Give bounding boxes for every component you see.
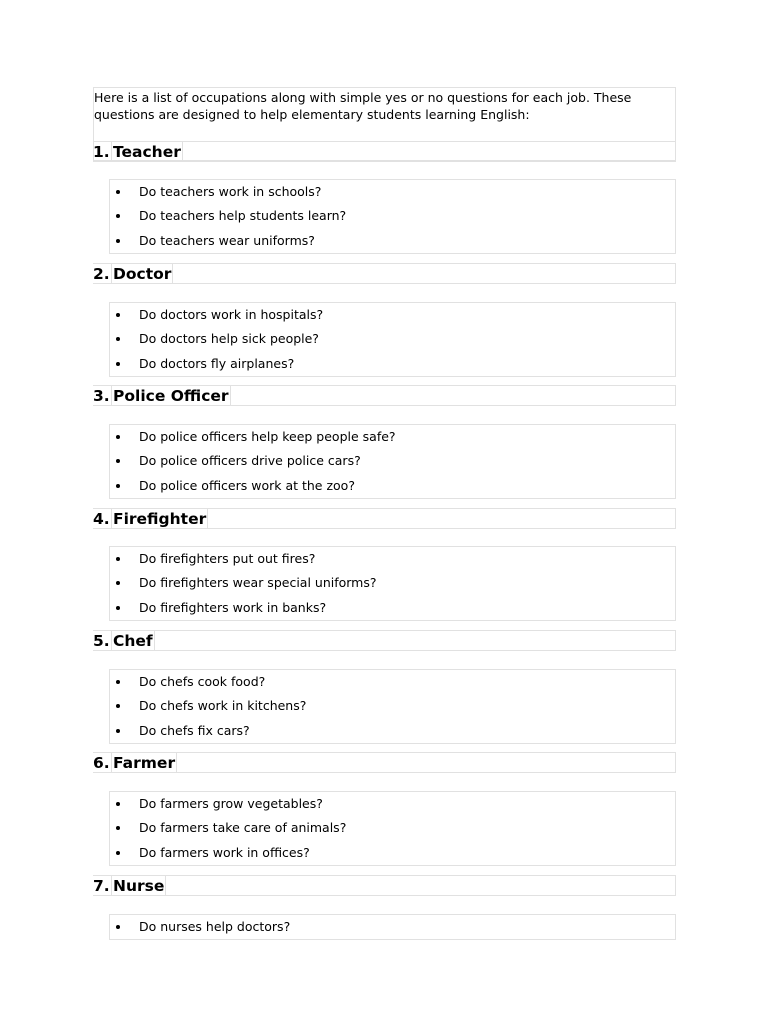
question-text: Do doctors help sick people? — [139, 331, 319, 347]
bullet-icon — [116, 680, 120, 684]
question-item — [110, 670, 675, 694]
question-item — [110, 571, 675, 595]
question-item — [110, 327, 675, 351]
section-heading — [93, 263, 676, 284]
question-text: Do chefs cook food? — [139, 674, 266, 689]
question-item — [110, 792, 675, 816]
question-item — [110, 204, 675, 228]
bullet-icon — [116, 435, 120, 439]
section-number: 2. — [93, 265, 110, 283]
bullet-icon — [116, 459, 120, 463]
question-text: Do doctors work in hospitals? — [139, 307, 324, 322]
section-title: Teacher — [113, 143, 181, 161]
question-item — [110, 352, 675, 376]
question-text: Do chefs work in kitchens? — [139, 698, 307, 714]
question-text: Do doctors fly airplanes? — [139, 355, 295, 371]
section-heading — [93, 752, 676, 773]
question-list — [109, 424, 676, 499]
bullet-icon — [116, 581, 120, 585]
question-item — [110, 719, 675, 743]
bullet-icon — [116, 313, 120, 317]
question-text: Do teachers help students learn? — [139, 208, 347, 224]
section-title: Police Officer — [113, 387, 229, 405]
question-item — [110, 449, 675, 473]
question-item — [110, 425, 675, 449]
question-text: Do police officers work at the zoo? — [139, 477, 355, 493]
bullet-icon — [116, 704, 120, 708]
question-item — [110, 229, 675, 253]
section-number: 3. — [93, 387, 110, 405]
question-text: Do teachers wear uniforms? — [139, 232, 315, 248]
bullet-icon — [116, 826, 120, 830]
section-number: 4. — [93, 510, 110, 528]
section-title: Doctor — [113, 265, 172, 283]
question-list — [109, 302, 676, 377]
question-item — [110, 180, 675, 204]
section-title: Nurse — [113, 877, 165, 895]
bullet-icon — [116, 337, 120, 341]
intro-paragraph: Here is a list of occupations along with simple yes or no questions for each job. These questions are designed to help elementary students learning English: — [94, 90, 632, 122]
question-text: Do teachers work in schools? — [139, 184, 322, 199]
section-title: Farmer — [113, 754, 176, 772]
bullet-icon — [116, 362, 120, 366]
section-title: Chef — [113, 632, 153, 650]
question-item — [110, 474, 675, 498]
section-heading — [93, 385, 676, 406]
section-heading — [93, 141, 676, 162]
question-item — [110, 596, 675, 620]
bullet-icon — [116, 729, 120, 733]
bullet-icon — [116, 190, 120, 194]
section-heading — [93, 875, 676, 896]
question-text: Do firefighters wear special uniforms? — [139, 575, 377, 591]
question-text: Do police officers drive police cars? — [139, 453, 361, 469]
question-item — [110, 841, 675, 865]
question-text: Do farmers grow vegetables? — [139, 796, 323, 811]
section-number: 7. — [93, 877, 110, 895]
question-list — [109, 669, 676, 744]
question-text: Do firefighters work in banks? — [139, 599, 327, 615]
bullet-icon — [116, 851, 120, 855]
question-list — [109, 791, 676, 866]
section-title: Firefighter — [113, 510, 207, 528]
bullet-icon — [116, 606, 120, 610]
question-text: Do police officers help keep people safe? — [139, 429, 396, 444]
question-item — [110, 816, 675, 840]
section-number: 1. — [93, 143, 110, 161]
question-item — [110, 694, 675, 718]
section-heading — [93, 630, 676, 651]
question-text: Do chefs fix cars? — [139, 722, 250, 738]
question-list — [109, 546, 676, 621]
section-heading — [93, 508, 676, 529]
question-text: Do farmers take care of animals? — [139, 820, 347, 836]
question-text: Do nurses help doctors? — [139, 919, 291, 934]
question-list — [109, 914, 676, 940]
question-item — [110, 915, 675, 939]
question-list — [109, 179, 676, 254]
question-item — [110, 547, 675, 571]
section-number: 5. — [93, 632, 110, 650]
bullet-icon — [116, 802, 120, 806]
bullet-icon — [116, 925, 120, 929]
bullet-icon — [116, 239, 120, 243]
question-text: Do farmers work in offices? — [139, 844, 310, 860]
question-text: Do firefighters put out fires? — [139, 551, 316, 566]
question-item — [110, 303, 675, 327]
bullet-icon — [116, 484, 120, 488]
bullet-icon — [116, 214, 120, 218]
section-number: 6. — [93, 754, 110, 772]
bullet-icon — [116, 557, 120, 561]
